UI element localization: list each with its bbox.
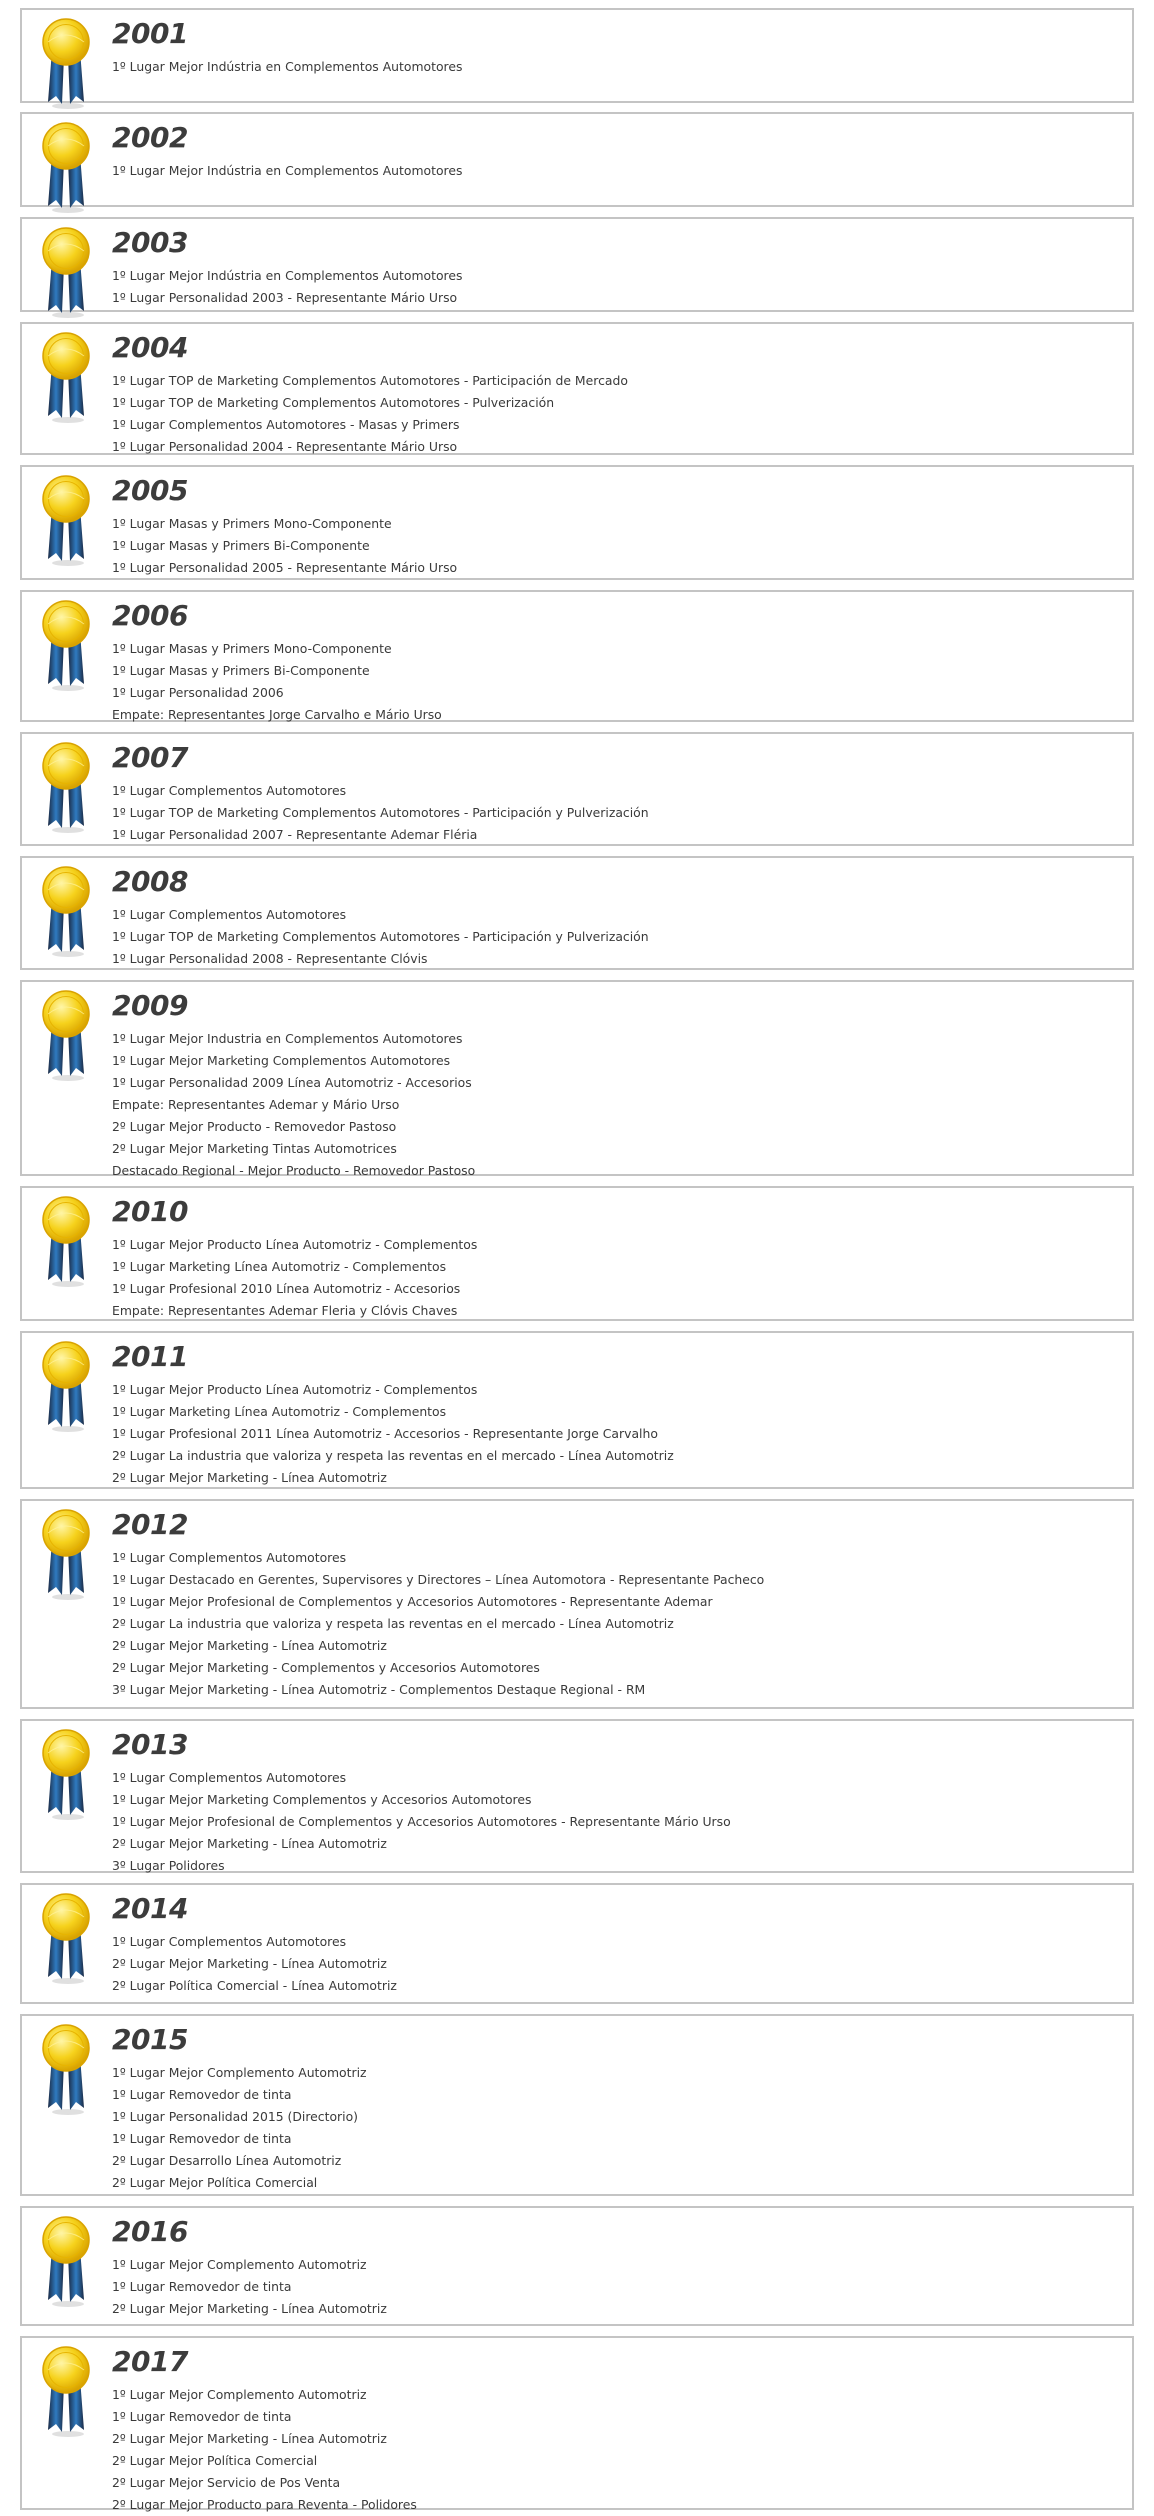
award-items-list xyxy=(112,1931,397,1997)
award-year: 2010 xyxy=(112,1195,188,1228)
award-item: 1º Lugar Mejor Complemento Automotriz xyxy=(112,2065,367,2080)
award-item: Empate: Representantes Jorge Carvalho e Mário Urso xyxy=(112,707,442,722)
award-medal-icon xyxy=(34,225,98,321)
award-medal-icon xyxy=(34,598,98,694)
award-item: 1º Lugar Mejor Profesional de Complementos y Accesorios Automotores - Representante Mário Urso xyxy=(112,1814,731,1829)
award-item: 1º Lugar TOP de Marketing Complementos Automotores - Participación y Pulverización xyxy=(112,805,649,820)
award-card-2014 xyxy=(20,1883,1134,2004)
award-items-list xyxy=(112,265,462,309)
award-items-list xyxy=(112,1028,475,1182)
award-item: 1º Lugar Mejor Complemento Automotriz xyxy=(112,2257,367,2272)
award-year: 2003 xyxy=(112,226,188,259)
award-item: 1º Lugar Complementos Automotores xyxy=(112,783,347,798)
award-medal-icon xyxy=(34,740,98,836)
award-year: 2001 xyxy=(112,17,188,50)
award-item: 2º Lugar Mejor Marketing - Línea Automotriz xyxy=(112,2301,387,2316)
award-item: 1º Lugar Mejor Producto Línea Automotriz - Complementos xyxy=(112,1237,478,1252)
award-medal-icon xyxy=(34,473,98,569)
award-year: 2017 xyxy=(112,2345,188,2378)
award-item: 2º Lugar Desarrollo Línea Automotriz xyxy=(112,2153,342,2168)
award-item: 2º Lugar La industria que valoriza y respeta las reventas en el mercado - Línea Automotriz xyxy=(112,1448,674,1463)
award-item: 1º Lugar Profesional 2010 Línea Automotriz - Accesorios xyxy=(112,1281,461,1296)
award-item: 1º Lugar Mejor Marketing Complementos Automotores xyxy=(112,1053,451,1068)
award-item: 1º Lugar TOP de Marketing Complementos Automotores - Participación y Pulverización xyxy=(112,929,649,944)
award-item: 1º Lugar Mejor Indústria en Complementos Automotores xyxy=(112,59,463,74)
award-card-2013 xyxy=(20,1719,1134,1873)
award-item: 1º Lugar Complementos Automotores - Masas y Primers xyxy=(112,417,460,432)
award-card-2015 xyxy=(20,2014,1134,2196)
award-medal-icon xyxy=(34,120,98,216)
award-card-2009 xyxy=(20,980,1134,1176)
award-card-2001 xyxy=(20,8,1134,103)
award-item: 1º Lugar Personalidad 2003 - Representante Mário Urso xyxy=(112,290,458,305)
award-item: 2º Lugar La industria que valoriza y respeta las reventas en el mercado - Línea Automotriz xyxy=(112,1616,674,1631)
award-item: 1º Lugar Destacado en Gerentes, Supervisores y Directores – Línea Automotora - Representante Pacheco xyxy=(112,1572,765,1587)
award-item: 1º Lugar Personalidad 2015 (Directorio) xyxy=(112,2109,359,2124)
award-item: 2º Lugar Mejor Producto para Reventa - Polidores xyxy=(112,2497,417,2512)
award-items-list xyxy=(112,56,462,78)
award-item: 1º Lugar Complementos Automotores xyxy=(112,1770,347,1785)
award-item: 1º Lugar Removedor de tinta xyxy=(112,2087,292,2102)
award-item: 1º Lugar Masas y Primers Bi-Componente xyxy=(112,663,370,678)
award-year: 2009 xyxy=(112,989,188,1022)
award-medal-icon xyxy=(34,330,98,426)
award-medal-icon xyxy=(34,988,98,1084)
award-item: 2º Lugar Política Comercial - Línea Automotriz xyxy=(112,1978,397,1993)
award-card-2006 xyxy=(20,590,1134,722)
award-medal-icon xyxy=(34,16,98,112)
award-item: 2º Lugar Mejor Política Comercial xyxy=(112,2453,318,2468)
award-item: 1º Lugar Removedor de tinta xyxy=(112,2131,292,2146)
award-item: 1º Lugar Mejor Marketing Complementos y Accesorios Automotores xyxy=(112,1792,532,1807)
award-card-2002 xyxy=(20,112,1134,207)
award-card-2017 xyxy=(20,2336,1134,2510)
award-year: 2004 xyxy=(112,331,188,364)
award-items-list xyxy=(112,780,649,846)
award-item: 2º Lugar Mejor Marketing - Línea Automotriz xyxy=(112,1638,387,1653)
award-year: 2013 xyxy=(112,1728,188,1761)
award-items-list xyxy=(112,160,462,182)
award-item: 1º Lugar Profesional 2011 Línea Automotriz - Accesorios - Representante Jorge Carvalho xyxy=(112,1426,658,1441)
award-card-2012 xyxy=(20,1499,1134,1709)
award-item: 1º Lugar Masas y Primers Mono-Componente xyxy=(112,516,392,531)
award-items-list xyxy=(112,1547,764,1701)
award-item: 2º Lugar Mejor Marketing - Línea Automotriz xyxy=(112,1470,387,1485)
award-year: 2008 xyxy=(112,865,188,898)
award-item: 1º Lugar TOP de Marketing Complementos Automotores - Participación de Mercado xyxy=(112,373,628,388)
award-medal-icon xyxy=(34,1891,98,1987)
award-item: 1º Lugar Mejor Indústria en Complementos Automotores xyxy=(112,268,463,283)
award-medal-icon xyxy=(34,2214,98,2310)
award-year: 2012 xyxy=(112,1508,188,1541)
award-medal-icon xyxy=(34,1339,98,1435)
award-item: 1º Lugar Mejor Complemento Automotriz xyxy=(112,2387,367,2402)
award-medal-icon xyxy=(34,1194,98,1290)
award-card-2016 xyxy=(20,2206,1134,2326)
award-item: 1º Lugar Personalidad 2009 Línea Automotriz - Accesorios xyxy=(112,1075,472,1090)
award-year: 2007 xyxy=(112,741,188,774)
award-item: 1º Lugar Masas y Primers Mono-Componente xyxy=(112,641,392,656)
award-item: Empate: Representantes Ademar y Mário Urso xyxy=(112,1097,400,1112)
award-items-list xyxy=(112,2062,367,2194)
award-item: 1º Lugar Masas y Primers Bi-Componente xyxy=(112,538,370,553)
award-item: Destacado Regional - Mejor Producto - Removedor Pastoso xyxy=(112,1163,476,1178)
award-item: Empate: Representantes Ademar Fleria y Clóvis Chaves xyxy=(112,1303,458,1318)
award-card-2003 xyxy=(20,217,1134,312)
award-items-list xyxy=(112,513,457,579)
award-item: 2º Lugar Mejor Marketing - Línea Automotriz xyxy=(112,1836,387,1851)
award-year: 2005 xyxy=(112,474,188,507)
award-items-list xyxy=(112,638,442,726)
award-item: 2º Lugar Mejor Marketing - Línea Automotriz xyxy=(112,1956,387,1971)
award-item: 1º Lugar Personalidad 2005 - Representante Mário Urso xyxy=(112,560,458,575)
award-item: 1º Lugar Personalidad 2008 - Representante Clóvis xyxy=(112,951,428,966)
award-items-list xyxy=(112,1234,477,1322)
award-item: 2º Lugar Mejor Producto - Removedor Pastoso xyxy=(112,1119,397,1134)
award-card-2008 xyxy=(20,856,1134,970)
award-card-2004 xyxy=(20,322,1134,455)
award-medal-icon xyxy=(34,2344,98,2440)
award-items-list xyxy=(112,904,649,970)
award-card-2010 xyxy=(20,1186,1134,1321)
award-card-2011 xyxy=(20,1331,1134,1489)
award-card-2007 xyxy=(20,732,1134,846)
award-card-2005 xyxy=(20,465,1134,580)
award-year: 2014 xyxy=(112,1892,188,1925)
award-items-list xyxy=(112,370,628,458)
award-item: 3º Lugar Mejor Marketing - Línea Automotriz - Complementos Destaque Regional - RM xyxy=(112,1682,646,1697)
award-year: 2002 xyxy=(112,121,188,154)
award-item: 3º Lugar Polidores xyxy=(112,1858,225,1873)
award-medal-icon xyxy=(34,2022,98,2118)
award-year: 2006 xyxy=(112,599,188,632)
award-item: 1º Lugar Mejor Producto Línea Automotriz - Complementos xyxy=(112,1382,478,1397)
award-item: 1º Lugar Personalidad 2006 xyxy=(112,685,284,700)
award-item: 2º Lugar Mejor Marketing - Complementos y Accesorios Automotores xyxy=(112,1660,540,1675)
award-item: 2º Lugar Mejor Política Comercial xyxy=(112,2175,318,2190)
award-item: 1º Lugar Complementos Automotores xyxy=(112,907,347,922)
award-item: 1º Lugar Marketing Línea Automotriz - Complementos xyxy=(112,1259,447,1274)
award-medal-icon xyxy=(34,1507,98,1603)
award-item: 2º Lugar Mejor Servicio de Pos Venta xyxy=(112,2475,341,2490)
award-item: 1º Lugar Personalidad 2007 - Representante Ademar Fléria xyxy=(112,827,478,842)
award-item: 1º Lugar Marketing Línea Automotriz - Complementos xyxy=(112,1404,447,1419)
award-item: 1º Lugar TOP de Marketing Complementos Automotores - Pulverización xyxy=(112,395,555,410)
award-item: 1º Lugar Removedor de tinta xyxy=(112,2279,292,2294)
award-items-list xyxy=(112,1767,731,1877)
award-item: 1º Lugar Mejor Industria en Complementos Automotores xyxy=(112,1031,463,1046)
award-medal-icon xyxy=(34,864,98,960)
award-items-list xyxy=(112,2254,387,2320)
award-item: 1º Lugar Personalidad 2004 - Representante Mário Urso xyxy=(112,439,458,454)
award-medal-icon xyxy=(34,1727,98,1823)
award-item: 1º Lugar Mejor Indústria en Complementos Automotores xyxy=(112,163,463,178)
award-items-list xyxy=(112,2384,417,2516)
award-item: 2º Lugar Mejor Marketing - Línea Automotriz xyxy=(112,2431,387,2446)
award-year: 2016 xyxy=(112,2215,188,2248)
award-item: 1º Lugar Complementos Automotores xyxy=(112,1934,347,1949)
award-item: 2º Lugar Mejor Marketing Tintas Automotrices xyxy=(112,1141,397,1156)
award-item: 1º Lugar Mejor Profesional de Complementos y Accesorios Automotores - Representante Ademar xyxy=(112,1594,713,1609)
award-item: 1º Lugar Complementos Automotores xyxy=(112,1550,347,1565)
award-year: 2011 xyxy=(112,1340,188,1373)
award-year: 2015 xyxy=(112,2023,188,2056)
award-item: 1º Lugar Removedor de tinta xyxy=(112,2409,292,2424)
award-items-list xyxy=(112,1379,674,1489)
